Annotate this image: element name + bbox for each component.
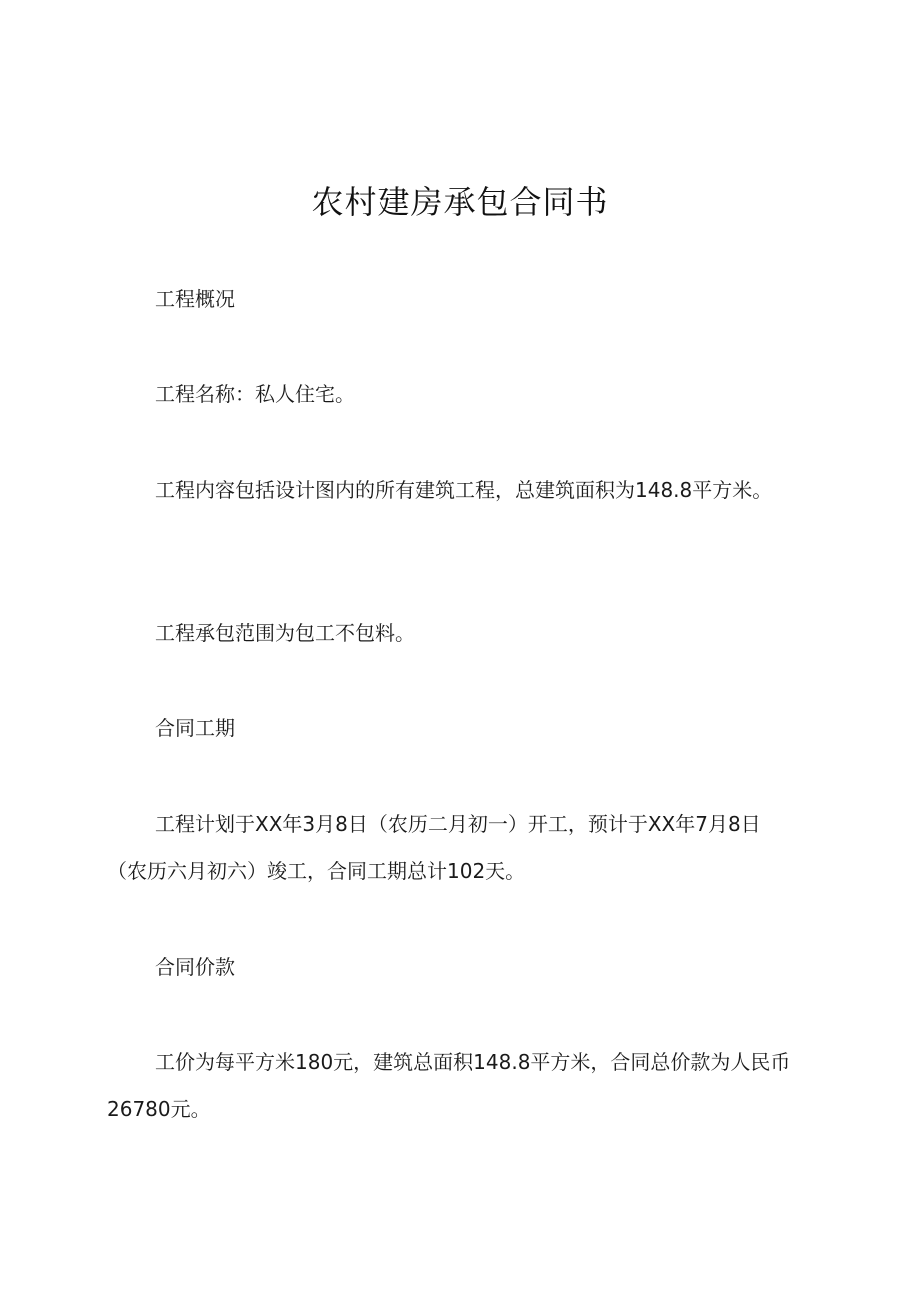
price-paragraph: 工价为每平方米180元，建筑总面积148.8平方米，合同总价款为人民币26780元。 — [107, 1050, 791, 1121]
project-name-paragraph: 工程名称：私人住宅。 — [155, 382, 355, 406]
project-content-paragraph: 工程内容包括设计图内的所有建筑工程，总建筑面积为148.8平方米。 — [155, 478, 773, 502]
schedule-paragraph: 工程计划于XX年3月8日（农历二月初一）开工，预计于XX年7月8日（农历六月初六）竣工，合同工期总计102天。 — [107, 812, 761, 883]
document-title: 农村建房承包合同书 — [311, 183, 609, 221]
contract-scope-paragraph: 工程承包范围为包工不包料。 — [155, 621, 415, 645]
section-heading-price: 合同价款 — [155, 955, 235, 979]
section-heading-overview: 工程概况 — [155, 287, 235, 311]
section-heading-schedule: 合同工期 — [155, 716, 235, 740]
